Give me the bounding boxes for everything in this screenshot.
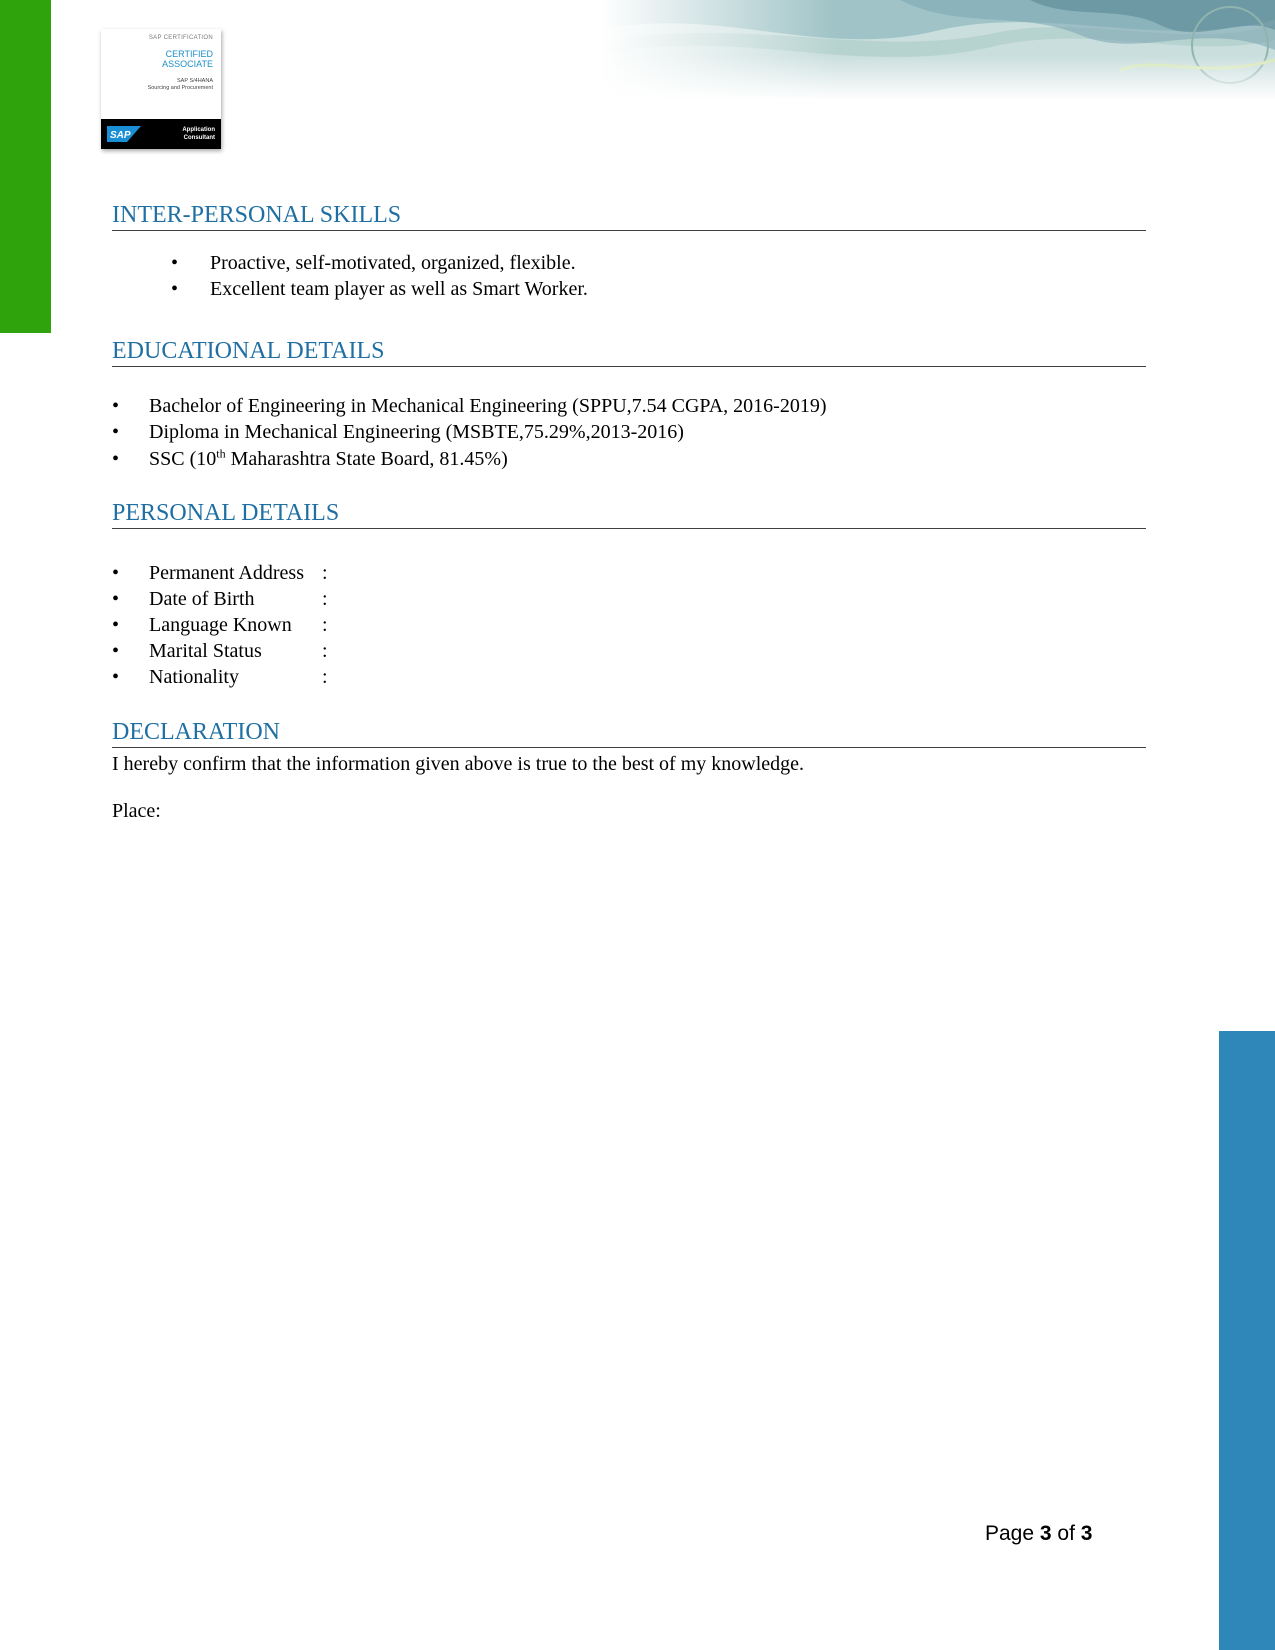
education-item: Bachelor of Engineering in Mechanical Engineering (SPPU,7.54 CGPA, 2016-2019) <box>149 395 827 417</box>
personal-separator: : <box>322 666 328 688</box>
personal-label-language: Language Known <box>149 614 292 636</box>
personal-heading: PERSONAL DETAILS <box>112 499 1146 529</box>
personal-label-address: Permanent Address <box>149 562 304 584</box>
personal-separator: : <box>322 562 328 584</box>
place-label: Place: <box>112 800 161 822</box>
svg-text:SAP: SAP <box>110 130 131 141</box>
skills-item: Proactive, self-motivated, organized, flexible. <box>210 252 576 274</box>
green-side-bar <box>0 0 51 333</box>
blue-side-bar <box>1219 1031 1275 1650</box>
bullet: • <box>112 640 120 662</box>
bullet: • <box>112 666 120 688</box>
personal-label-marital: Marital Status <box>149 640 262 662</box>
declaration-heading: DECLARATION <box>112 718 1146 748</box>
bullet: • <box>112 588 120 610</box>
education-item-ssc: SSC (10th Maharashtra State Board, 81.45%) <box>149 446 508 470</box>
sap-certification-badge <box>101 29 221 149</box>
skills-heading: INTER-PERSONAL SKILLS <box>112 201 1146 231</box>
declaration-text: I hereby confirm that the information given above is true to the best of my knowledge. <box>112 753 805 775</box>
personal-separator: : <box>322 614 328 636</box>
bullet: • <box>171 278 179 300</box>
bullet: • <box>112 614 120 636</box>
personal-separator: : <box>322 588 328 610</box>
badge-role: Application Consultant <box>182 127 215 141</box>
sap-logo-icon <box>107 126 141 142</box>
personal-label-nationality: Nationality <box>149 666 239 688</box>
bullet: • <box>112 395 120 417</box>
bullet: • <box>171 252 179 274</box>
personal-label-dob: Date of Birth <box>149 588 255 610</box>
decorative-wave-header <box>600 0 1275 100</box>
badge-product: SAP S/4HANA Sourcing and Procurement <box>147 78 213 91</box>
badge-level: CERTIFIED ASSOCIATE <box>162 49 213 69</box>
bullet: • <box>112 448 120 470</box>
page-number: Page 3 of 3 <box>985 1522 1093 1545</box>
bullet: • <box>112 562 120 584</box>
skills-item: Excellent team player as well as Smart Worker. <box>210 278 588 300</box>
badge-certification-label: SAP CERTIFICATION <box>148 35 213 41</box>
bullet: • <box>112 421 120 443</box>
personal-separator: : <box>322 640 328 662</box>
badge-footer <box>101 119 221 149</box>
education-heading: EDUCATIONAL DETAILS <box>112 337 1146 367</box>
education-item: Diploma in Mechanical Engineering (MSBTE,75.29%,2013-2016) <box>149 421 684 443</box>
